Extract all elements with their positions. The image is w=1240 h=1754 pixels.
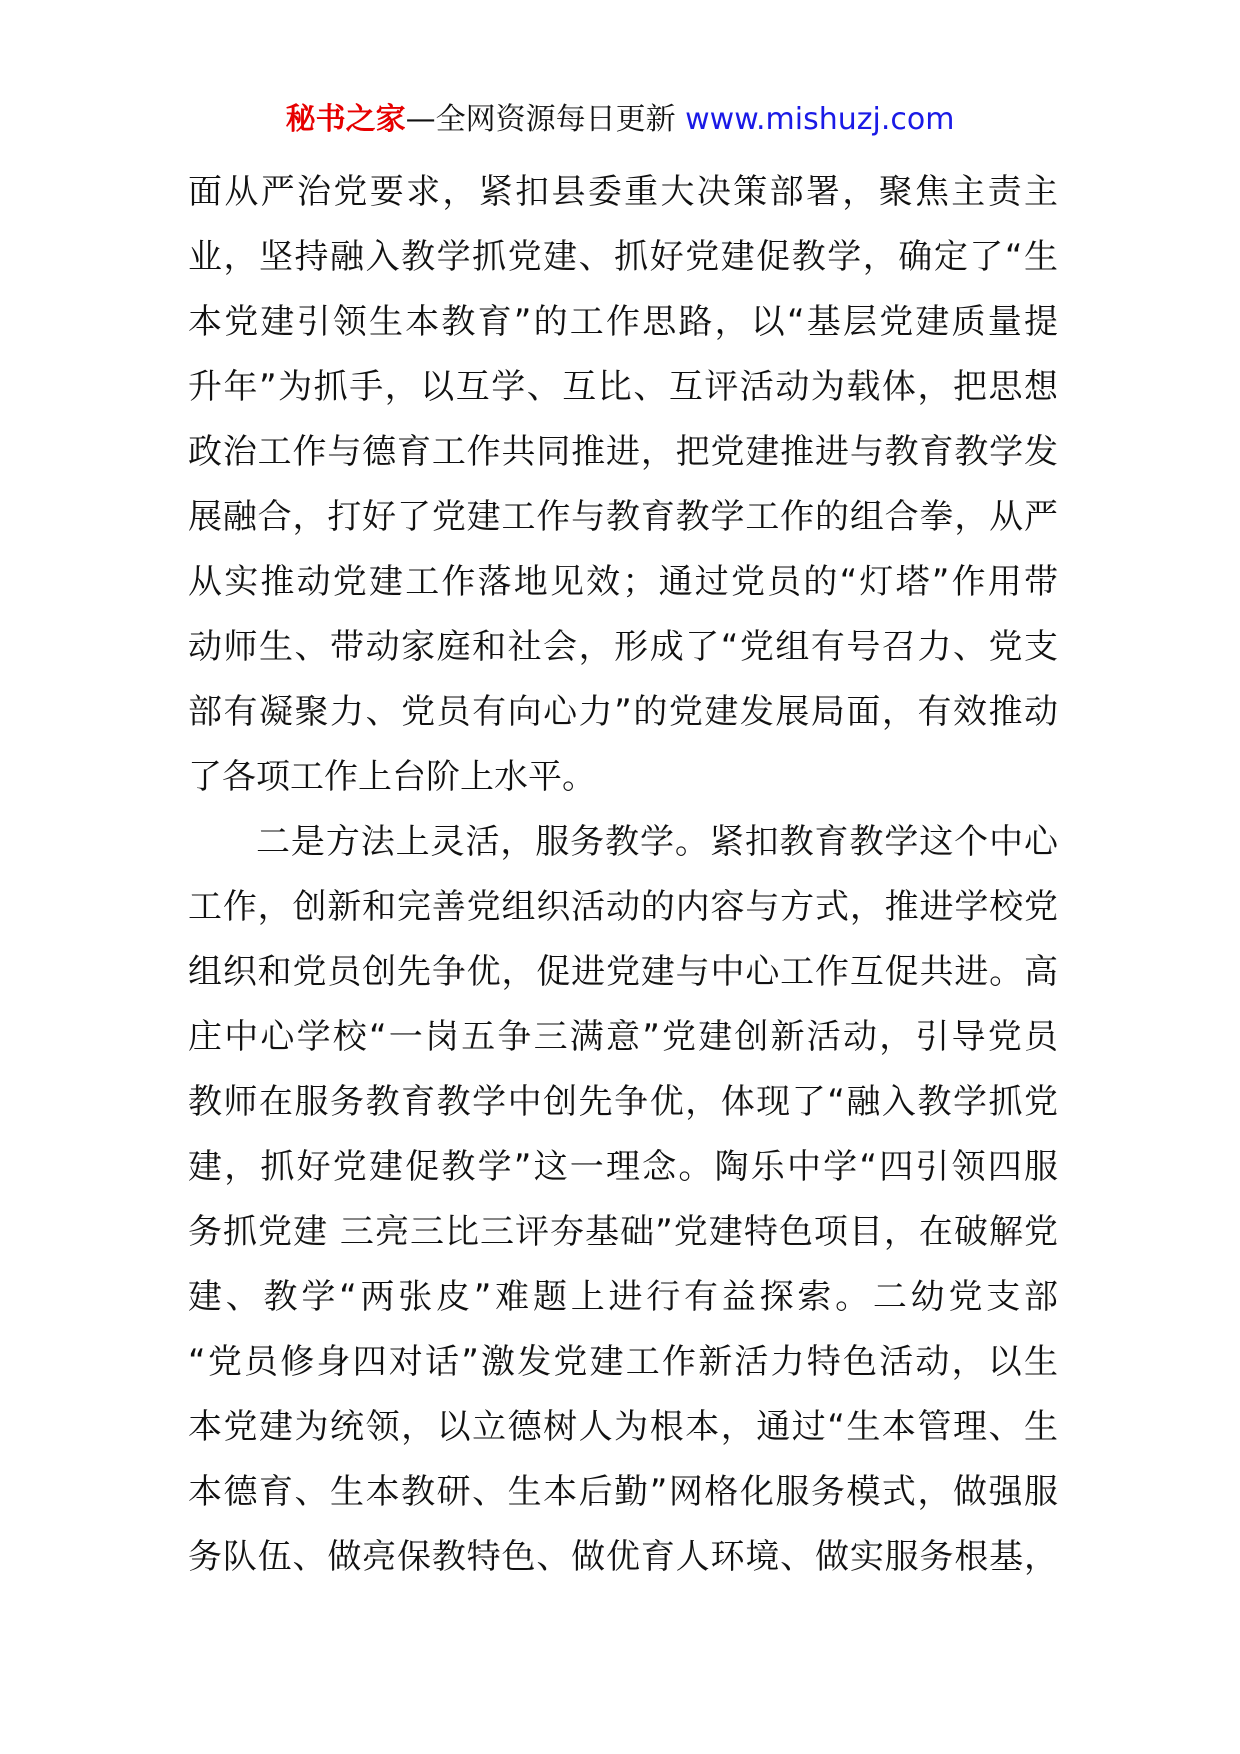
text-line: “党员修身四对话”激发党建工作新活力特色活动，以生	[188, 1342, 1058, 1382]
text-line: 工作，创新和完善党组织活动的内容与方式，推进学校党	[188, 887, 1058, 927]
site-header	[0, 100, 1240, 140]
text-line: 务抓党建 三亮三比三评夯基础”党建特色项目，在破解党	[188, 1212, 1058, 1252]
brand-name: 秘书之家	[285, 102, 406, 137]
text-line: 务队伍、做亮保教特色、做优育人环境、做实服务根基，	[188, 1537, 1058, 1577]
text-line: 本党建为统领，以立德树人为根本，通过“生本管理、生	[188, 1407, 1058, 1447]
site-url-link[interactable]: www.mishuzj.com	[685, 102, 955, 137]
header-tagline: —全网资源每日更新	[405, 102, 676, 137]
text-line: 从实推动党建工作落地见效；通过党员的“灯塔”作用带	[188, 562, 1058, 602]
paragraph-last-line: 了各项工作上台阶上水平。	[188, 757, 596, 797]
text-line: 组织和党员创先争优，促进党建与中心工作互促共进。高	[188, 952, 1058, 992]
paragraph-first-line: 二是方法上灵活，服务教学。紧扣教育教学这个中心	[256, 822, 1058, 862]
text-line: 业，坚持融入教学抓党建、抓好党建促教学，确定了“生	[188, 237, 1058, 277]
text-line: 部有凝聚力、党员有向心力”的党建发展局面，有效推动	[188, 692, 1058, 732]
text-line: 教师在服务教育教学中创先争优，体现了“融入教学抓党	[188, 1082, 1058, 1122]
text-line: 面从严治党要求，紧扣县委重大决策部署，聚焦主责主	[188, 172, 1058, 212]
text-line: 展融合，打好了党建工作与教育教学工作的组合拳，从严	[188, 497, 1058, 537]
text-line: 建、教学“两张皮”难题上进行有益探索。二幼党支部	[188, 1277, 1058, 1317]
text-line: 庄中心学校“一岗五争三满意”党建创新活动，引导党员	[188, 1017, 1058, 1057]
document-body	[188, 160, 1058, 1590]
text-line: 政治工作与德育工作共同推进，把党建推进与教育教学发	[188, 432, 1058, 472]
text-line: 本德育、生本教研、生本后勤”网格化服务模式，做强服	[188, 1472, 1058, 1512]
text-line: 动师生、带动家庭和社会，形成了“党组有号召力、党支	[188, 627, 1058, 667]
text-line: 升年”为抓手，以互学、互比、互评活动为载体，把思想	[188, 367, 1058, 407]
text-line: 建，抓好党建促教学”这一理念。陶乐中学“四引领四服	[188, 1147, 1058, 1187]
text-line: 本党建引领生本教育”的工作思路，以“基层党建质量提	[188, 302, 1058, 342]
